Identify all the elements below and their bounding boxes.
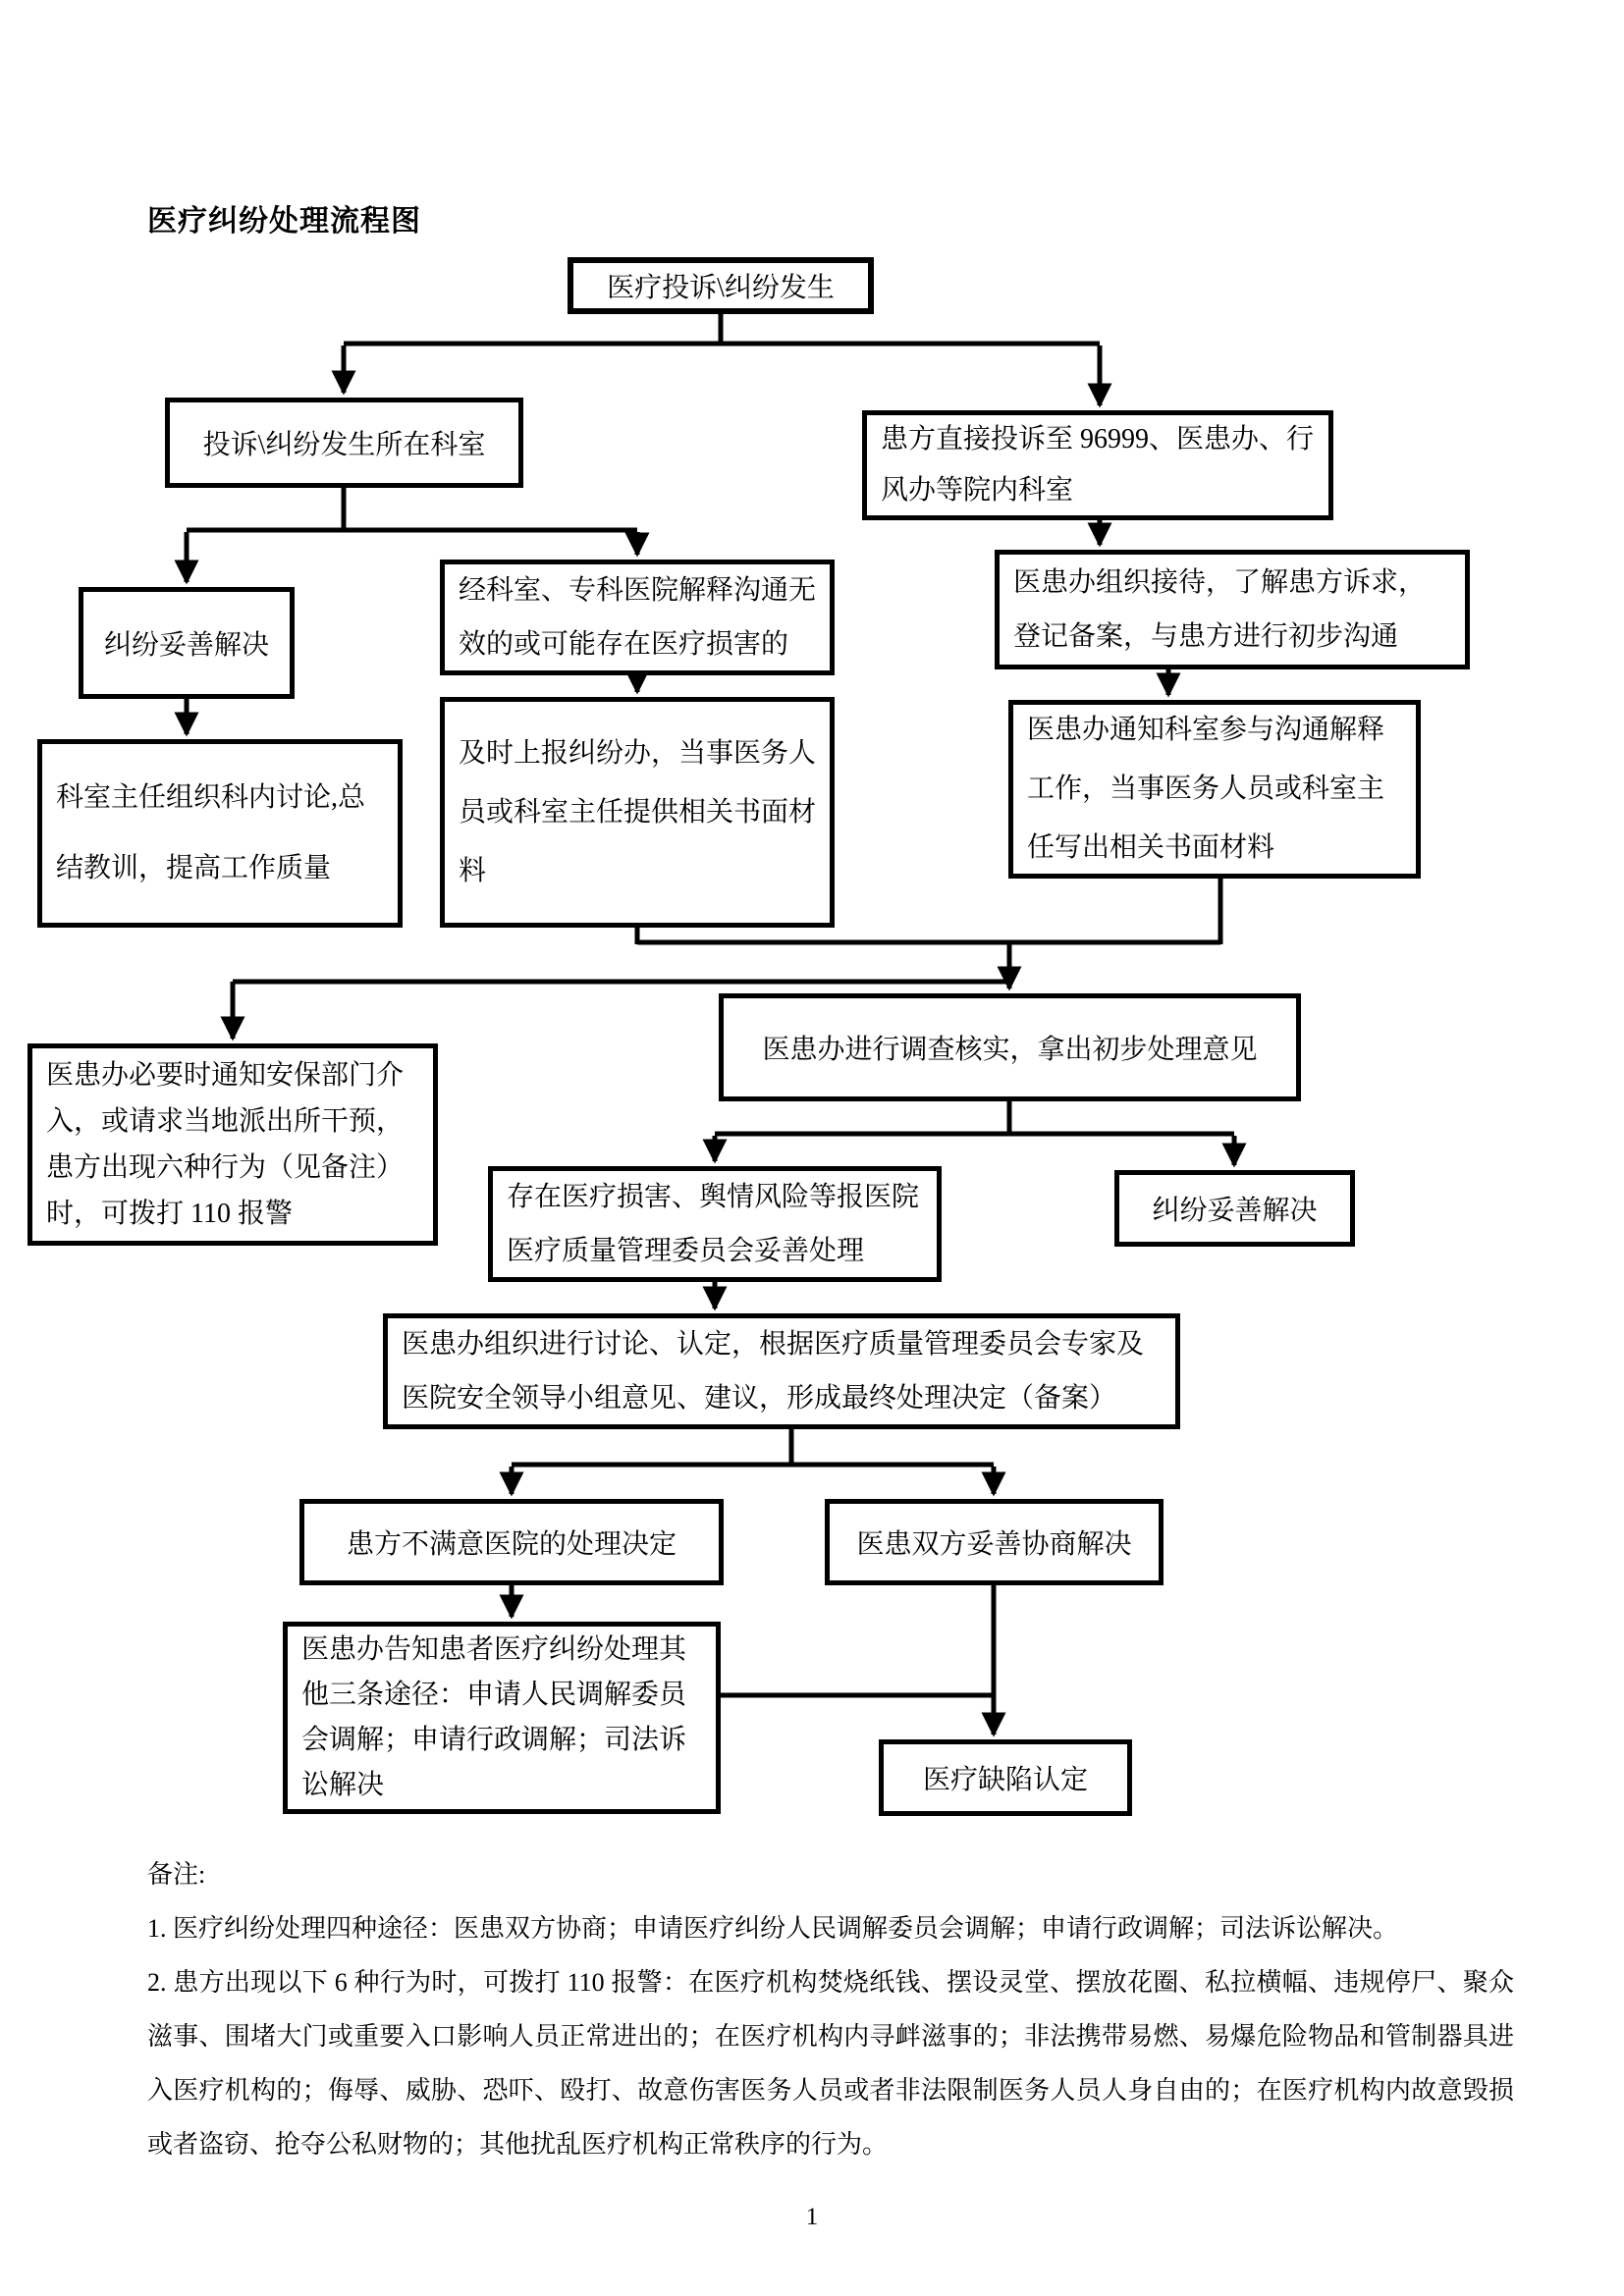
flow-box-defect-determination: 医疗缺陷认定: [879, 1739, 1132, 1816]
flow-box-explain-ineffective: 经科室、专科医院解释沟通无效的或可能存在医疗损害的: [440, 560, 835, 675]
flow-box-direct-complaint-96999: 患方直接投诉至 96999、医患办、行风办等院内科室: [862, 410, 1333, 520]
flow-box-inform-other-channels: 医患办告知患者医疗纠纷处理其他三条途径：申请人民调解委员会调解；申请行政调解；司法诉讼解决: [283, 1622, 721, 1814]
page-title: 医疗纠纷处理流程图: [147, 205, 421, 238]
flow-box-security-110: 医患办必要时通知安保部门介入，或请求当地派出所干预，患方出现六种行为（见备注）时，可拨打 110 报警: [27, 1043, 438, 1246]
note-item-2: 2. 患方出现以下 6 种行为时，可拨打 110 报警：在医疗机构焚烧纸钱、摆设灵堂、摆放花圈、私拉横幅、违规停尸、聚众滋事、围堵大门或重要入口影响人员正常进出的；在医疗机构内寻衅滋事的；非法携带易燃、易爆危险物品和管制器具进入医疗机构的；侮辱、威胁、恐吓、殴打、故意伤害医务人员或者非法限制医务人员人身自由的；在医疗机构内故意毁损或者盗窃、抢夺公私财物的；其他扰乱医疗机构正常秩序的行为。: [147, 1968, 1514, 2159]
flow-box-dept-internal-discussion: 科室主任组织科内讨论,总结教训，提高工作质量: [37, 739, 403, 928]
flow-box-office-reception: 医患办组织接待，了解患方诉求，登记备案，与患方进行初步沟通: [995, 550, 1470, 669]
flow-box-dept-where-occurred: 投诉\纠纷发生所在科室: [165, 398, 523, 488]
flow-box-report-to-dispute-office: 及时上报纠纷办，当事医务人员或科室主任提供相关书面材料: [440, 697, 835, 928]
flow-box-patient-unsatisfied: 患方不满意医院的处理决定: [299, 1499, 724, 1585]
flow-box-office-notifies-dept: 医患办通知科室参与沟通解释工作，当事医务人员或科室主任写出相关书面材料: [1008, 700, 1421, 879]
flow-box-negotiated-settlement: 医患双方妥善协商解决: [825, 1499, 1164, 1585]
flow-box-final-decision: 医患办组织进行讨论、认定，根据医疗质量管理委员会专家及医院安全领导小组意见、建议，形成最终处理决定（备案）: [383, 1313, 1180, 1429]
notes-section: [147, 1847, 1514, 2171]
flow-box-dispute-resolved-2: 纠纷妥善解决: [1114, 1170, 1355, 1247]
flow-box-quality-committee: 存在医疗损害、舆情风险等报医院医疗质量管理委员会妥善处理: [488, 1166, 942, 1282]
notes-heading: 备注:: [147, 1860, 206, 1889]
flow-box-dispute-occurs: 医疗投诉\纠纷发生: [568, 257, 874, 314]
flow-box-dispute-resolved-1: 纠纷妥善解决: [79, 587, 295, 699]
page-number: 1: [805, 2204, 819, 2230]
flow-box-investigation: 医患办进行调查核实，拿出初步处理意见: [719, 993, 1301, 1101]
note-item-1: 1. 医疗纠纷处理四种途径：医患双方协商；申请医疗纠纷人民调解委员会调解；申请行政调解；司法诉讼解决。: [147, 1914, 1399, 1943]
